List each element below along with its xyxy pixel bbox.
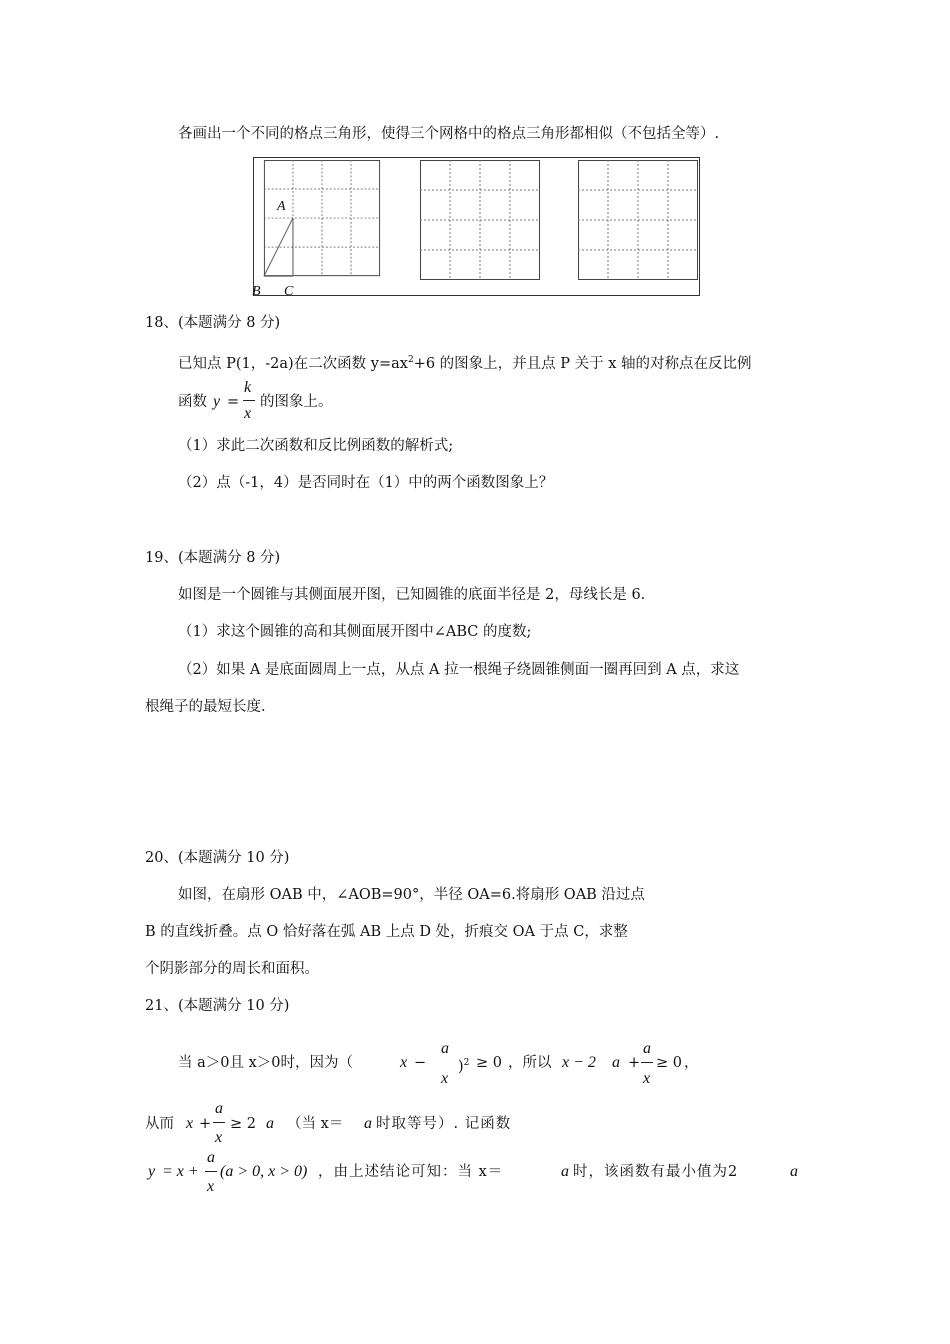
lattice-grid-2 <box>420 160 540 280</box>
q21-l2-mid: （当 x＝ <box>287 1116 344 1132</box>
q21-l1-mid: ，所以 <box>508 1055 552 1071</box>
q18-part1: （1）求此二次函数和反比例函数的解析式; <box>178 438 454 454</box>
q20-header: 20、(本题满分 10 分) <box>145 850 290 866</box>
q21-l1-minus: − <box>414 1055 427 1071</box>
q18-line2-prefix: 函数 <box>178 394 207 410</box>
q21-l3-y: y <box>148 1163 156 1180</box>
q21-l2-end: 时取等号）. 记函数 <box>376 1116 512 1132</box>
q19-line1: 如图是一个圆锥与其侧面展开图，已知圆锥的底面半径是 2，母线长是 6. <box>178 587 646 603</box>
lattice-grid-1 <box>262 160 382 280</box>
q21-l3-frac-den: x <box>207 1178 215 1195</box>
q21-l1-frac2-bar <box>641 1062 653 1063</box>
q21-l1-end: ， <box>684 1055 699 1071</box>
q18-header: 18、(本题满分 8 分) <box>145 315 281 331</box>
q21-l1-close: )$^2$ <box>458 1058 470 1075</box>
q21-l2-ge: ≥ 2 <box>230 1116 256 1132</box>
label-b: B <box>252 284 261 299</box>
label-a: A <box>277 199 286 214</box>
q18-part2: （2）点（-1，4）是否同时在（1）中的两个函数图象上？ <box>178 475 554 491</box>
q21-l1-ge: ≥ 0 <box>476 1055 502 1071</box>
q21-l2-sqrt-a: a <box>266 1115 274 1132</box>
q21-l3-sqrt-a: a <box>561 1163 569 1180</box>
label-c: C <box>284 284 294 299</box>
q21-l1-frac-den: x <box>441 1070 449 1087</box>
q18-line2-suffix: 的图象上。 <box>260 394 333 410</box>
q18-frac-den: x <box>244 405 252 422</box>
q18-line1: 已知点 P(1，-2a)在二次函数 $y=ax^2+6$ 的图象上，并且点 P 关于 x 轴的对称点在反比例 <box>178 355 752 372</box>
q20-line2: B 的直线折叠。点 O 恰好落在弧 AB 上点 D 处，折痕交 OA 于点 C，求整 <box>145 924 628 940</box>
q21-header: 21、(本题满分 10 分) <box>145 998 290 1014</box>
q21-l3-frac-bar <box>205 1171 217 1172</box>
q21-l1-x: x <box>400 1054 408 1071</box>
q21-l3-mid2: 时，该函数有最小值为2 <box>573 1164 739 1180</box>
q21-l2-sqrt-a2: a <box>364 1115 372 1132</box>
lattice-grid-3 <box>578 160 698 280</box>
q21-l1-frac-num: a <box>441 1040 449 1057</box>
q21-l1-expr: x − 2 <box>562 1054 596 1071</box>
q20-line1: 如图，在扇形 OAB 中，∠AOB=90°，半径 OA=6.将扇形 OAB 沿过点 <box>178 887 645 903</box>
q19-part1: （1）求这个圆锥的高和其侧面展开图中∠ABC 的度数; <box>178 624 532 640</box>
q21-l1-ge2: ≥ 0 <box>656 1055 682 1071</box>
q21-l3-cond: (a > 0, x > 0) <box>220 1163 308 1180</box>
q19-part2-a: （2）如果 A 是底面圆周上一点，从点 A 拉一根绳子绕圆锥侧面一圈再回到 A 点，求这 <box>178 662 740 678</box>
q21-l3-sqrt-a2: a <box>790 1163 798 1180</box>
q18-y: y <box>213 393 221 410</box>
q21-l3-mid: ，由上述结论可知：当 x＝ <box>318 1164 504 1180</box>
q18-frac-bar <box>243 400 255 401</box>
q18-frac-num: k <box>244 379 252 396</box>
q21-l2-frac-den: x <box>215 1129 223 1146</box>
q21-l3-eq: = x + <box>162 1163 199 1180</box>
q21-l1-sqrt-a: a <box>612 1054 620 1071</box>
q21-l3-frac-num: a <box>207 1149 215 1166</box>
q17-instruction: 各画出一个不同的格点三角形，使得三个网格中的格点三角形都相似（不包括全等）. <box>178 126 720 142</box>
q21-l1-frac2-den: x <box>643 1070 651 1087</box>
q21-l2-plus: + <box>199 1116 212 1132</box>
q21-l1-frac2-num: a <box>643 1040 651 1057</box>
q21-l2-frac-num: a <box>215 1100 223 1117</box>
q20-line3: 个阴影部分的周长和面积。 <box>145 961 319 977</box>
q19-header: 19、(本题满分 8 分) <box>145 550 281 566</box>
q19-part2-b: 根绳子的最短长度. <box>145 699 266 715</box>
q21-l2-prefix: 从而 <box>145 1116 174 1132</box>
q21-l2-frac-bar <box>213 1122 225 1123</box>
q21-l2-x: x <box>186 1115 194 1132</box>
q18-eq: = <box>227 394 240 410</box>
q21-l1-plus: + <box>628 1055 641 1071</box>
q21-l1-prefix: 当 a＞0且 x＞0时，因为（ <box>178 1055 353 1071</box>
